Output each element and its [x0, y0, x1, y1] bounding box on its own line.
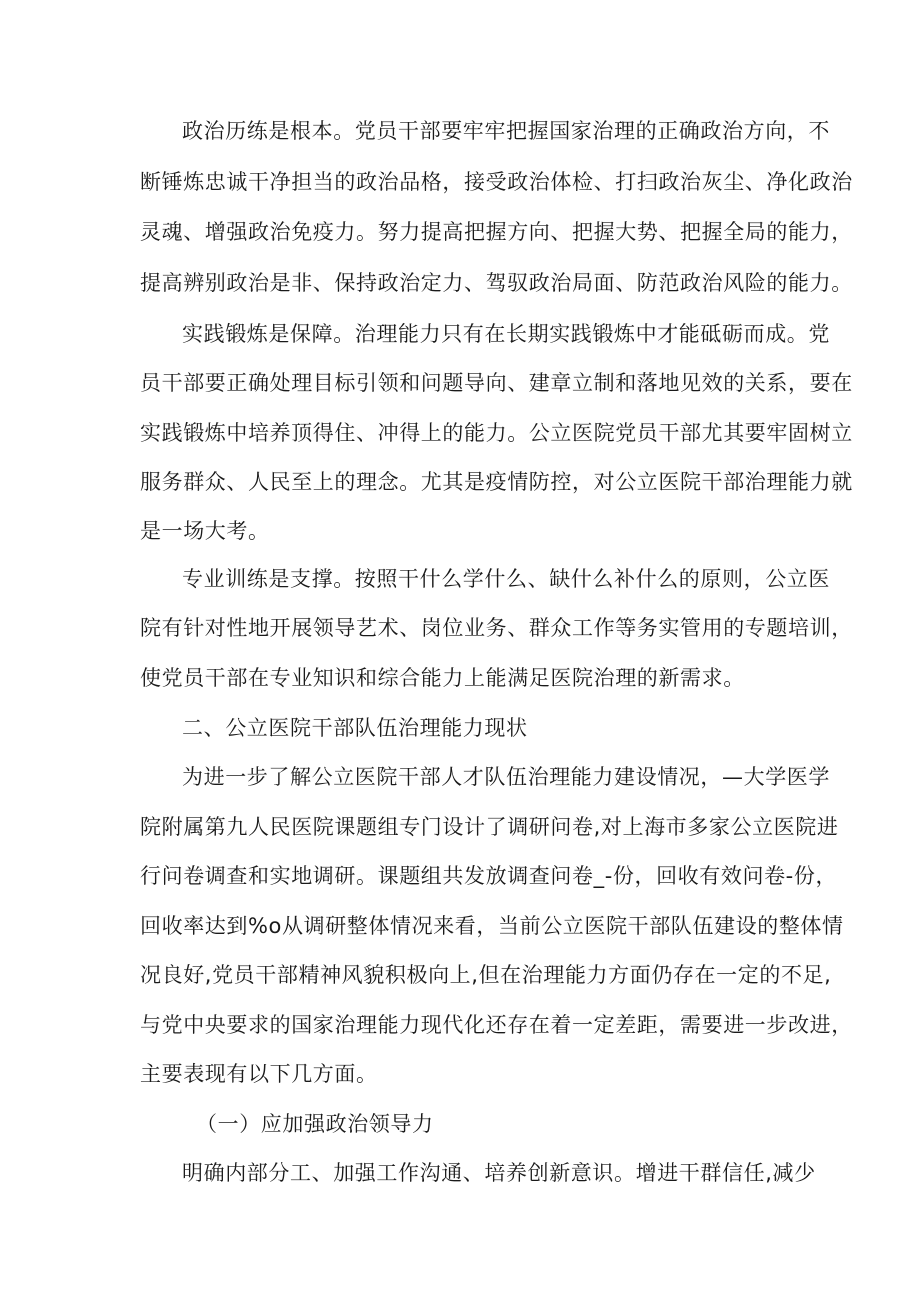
paragraph-3-line-3: 使党员干部在专业知识和综合能力上能满足医院治理的新需求。 [140, 666, 745, 690]
paragraph-5-line-1: 为进一步了解公立医院干部人才队伍治理能力建设情况，—大学医学 [182, 765, 830, 789]
paragraph-5-line-6: 与党中央要求的国家治理能力现代化还存在着一定差距，需要进一步改进， [140, 1013, 853, 1037]
paragraph-7-line-1: 明确内部分工、加强工作沟通、培养创新意识。增进干群信任,减少 [182, 1161, 816, 1185]
paragraph-5-line-4: 回收率达到%o从调研整体情况来看，当前公立医院干部队伍建设的整体情 [140, 914, 844, 938]
paragraph-5-line-2: 院附属第九人民医院课题组专门设计了调研问卷,对上海市多家公立医院进 [140, 815, 839, 839]
paragraph-5-line-3: 行问卷调查和实地调研。课题组共发放调查问卷_-份，回收有效问卷-份， [140, 864, 838, 888]
paragraph-2-line-1: 实践锻炼是保障。治理能力只有在长期实践锻炼中才能砥砺而成。党 [182, 322, 830, 346]
paragraph-2-line-3: 实践锻炼中培养顶得住、冲得上的能力。公立医院党员干部尤其要牢固树立 [140, 421, 853, 445]
paragraph-3-line-1: 专业训练是支撑。按照干什么学什么、缺什么补什么的原则，公立医 [182, 567, 830, 591]
paragraph-5-line-5: 况良好,党员干部精神风貌积极向上,但在治理能力方面仍存在一定的不足, [140, 963, 832, 987]
paragraph-2-line-2: 员干部要正确处理目标引领和问题导向、建章立制和落地见效的关系，要在 [140, 371, 853, 395]
paragraph-1-line-3: 灵魂、增强政治免疫力。努力提高把握方向、把握大势、把握全局的能力， [140, 220, 853, 244]
paragraph-1-line-1: 政治历练是根本。党员干部要牢牢把握国家治理的正确政治方向，不 [182, 119, 830, 143]
paragraph-2-line-5: 是一场大考。 [140, 519, 270, 543]
paragraph-3-line-2: 院有针对性地开展领导艺术、岗位业务、群众工作等务实管用的专题培训， [140, 616, 853, 640]
paragraph-5-line-7: 主要表现有以下几方面。 [140, 1062, 378, 1086]
paragraph-1-line-2: 断锤炼忠诚干净担当的政治品格，接受政治体检、打扫政治灰尘、净化政治 [140, 170, 853, 194]
paragraph-2-line-4: 服务群众、人民至上的理念。尤其是疫情防控，对公立医院干部治理能力就 [140, 470, 853, 494]
section-heading-2: 二、公立医院干部队伍治理能力现状 [182, 716, 528, 740]
subsection-heading-1: （一）应加强政治领导力 [196, 1112, 434, 1136]
paragraph-1-line-4: 提高辨别政治是非、保持政治定力、驾驭政治局面、防范政治风险的能力。 [140, 271, 853, 295]
